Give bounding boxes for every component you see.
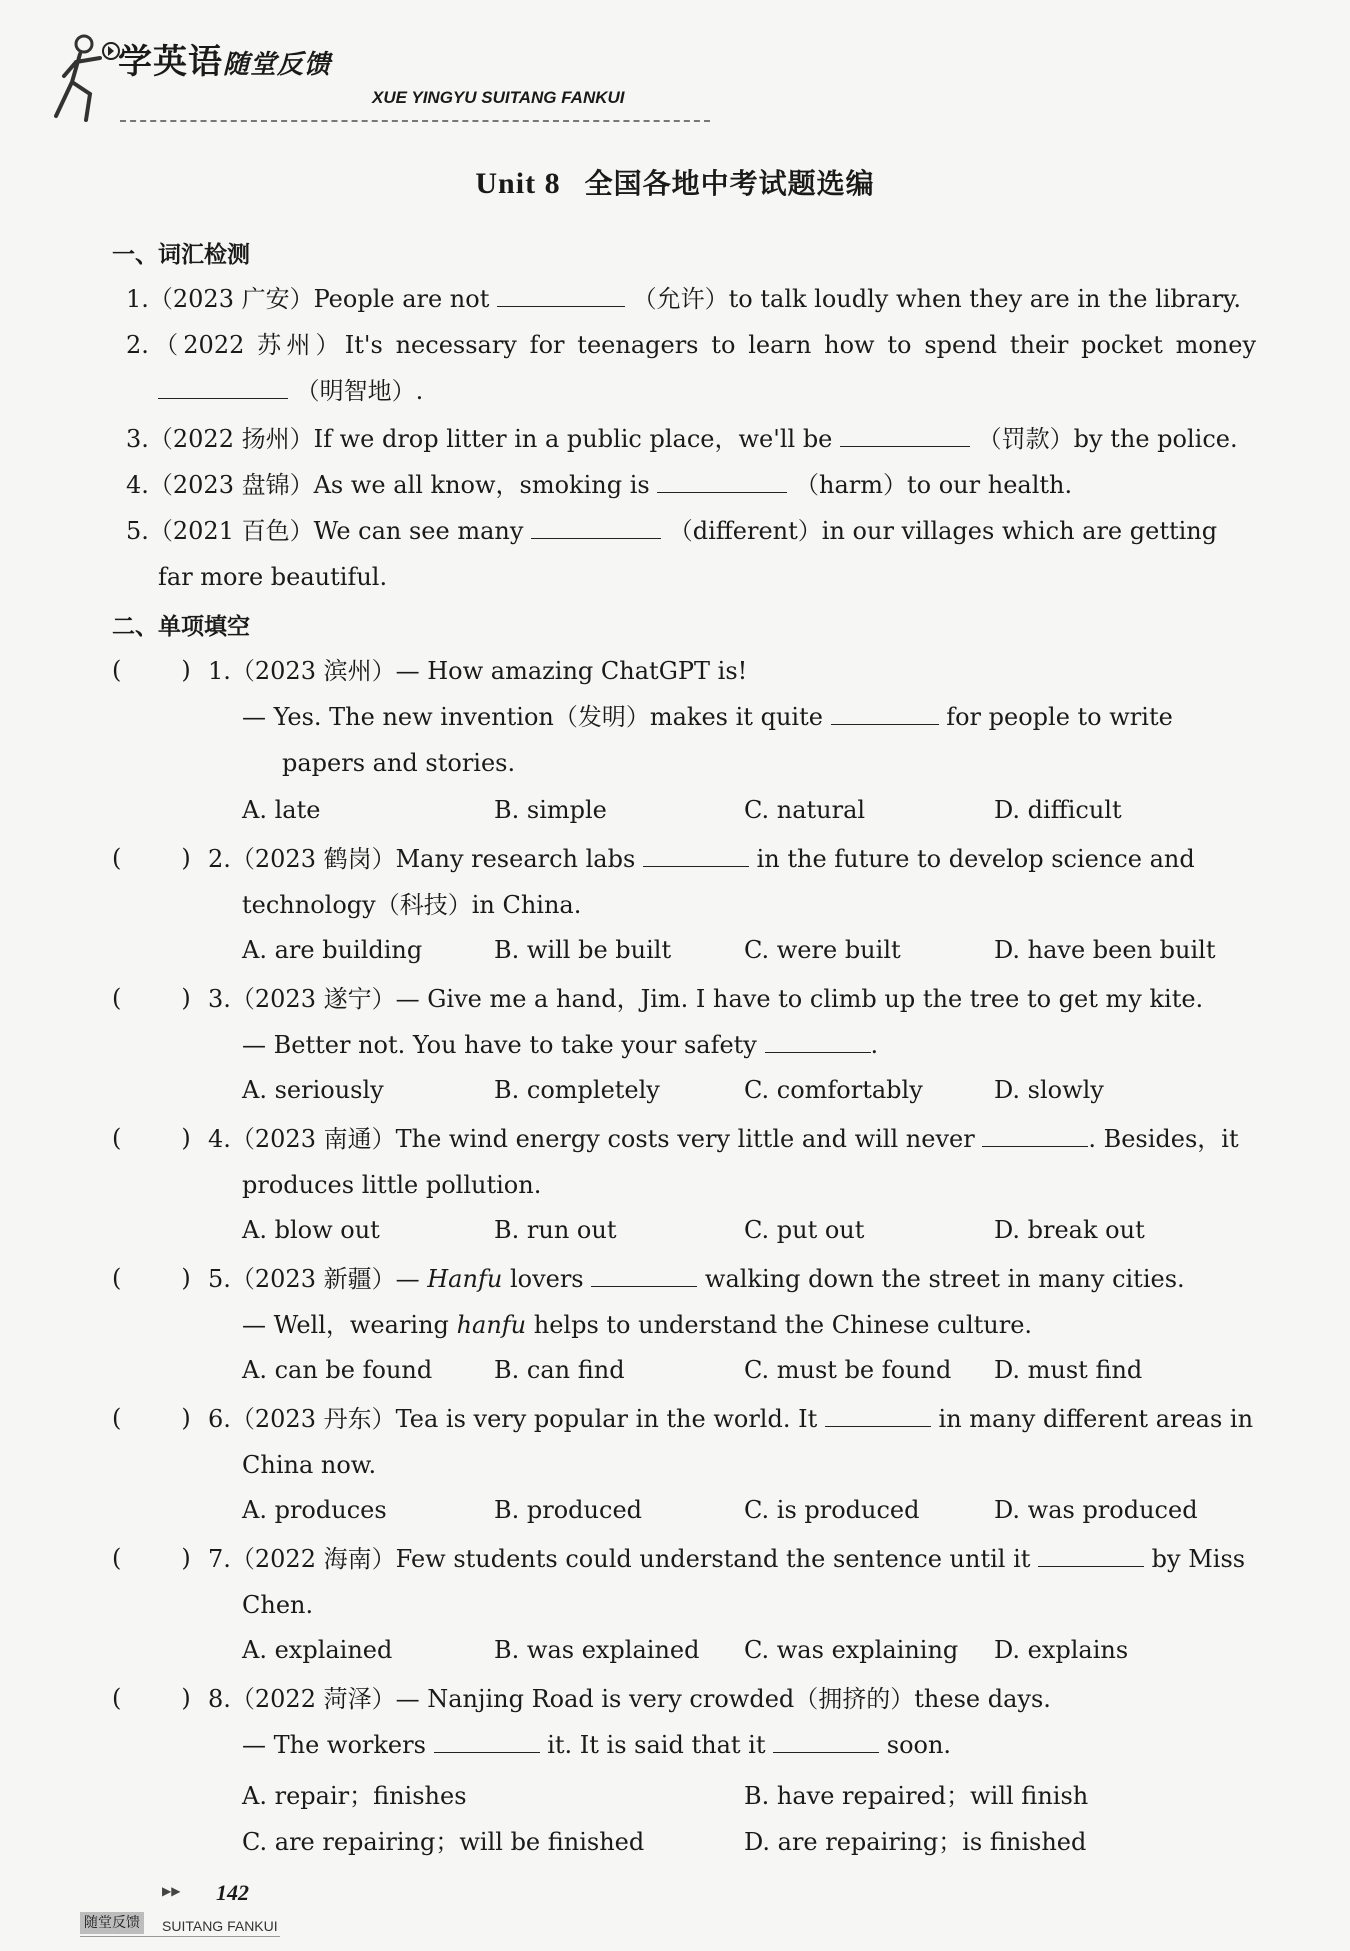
answer-blank[interactable] [657, 470, 787, 493]
option-a[interactable]: A. explained [242, 1636, 393, 1664]
header-title-en: XUE YINGYU SUITANG FANKUI [372, 88, 625, 107]
section-heading-multiple-choice: 二、单项填空 [112, 614, 250, 640]
option-a[interactable]: A. late [242, 796, 321, 824]
answer-paren[interactable]: ( ) [112, 1264, 191, 1292]
option-d[interactable]: D. explains [994, 1636, 1129, 1664]
option-d[interactable]: D. break out [994, 1216, 1145, 1244]
answer-blank[interactable] [434, 1730, 540, 1753]
unit-title: Unit 8 全国各地中考试题选编 [475, 167, 875, 200]
vocab-item-3: 3.（2022 扬州）If we drop litter in a public place，we'll be （罚款）by the police. [126, 425, 1238, 453]
answer-blank[interactable] [643, 844, 749, 867]
option-d[interactable]: D. slowly [994, 1076, 1104, 1104]
option-a[interactable]: A. are building [242, 936, 423, 964]
option-c[interactable]: C. is produced [744, 1496, 920, 1524]
vocab-item-4: 4.（2023 盘锦）As we all know，smoking is （harm）to our health. [126, 471, 1073, 499]
option-c[interactable]: C. are repairing；will be finished [242, 1828, 645, 1856]
answer-blank[interactable] [831, 702, 939, 725]
answer-paren[interactable]: ( ) [112, 844, 191, 872]
question-3-stem: 3.（2023 遂宁）— Give me a hand，Jim. I have to climb up the tree to get my kite. [208, 985, 1204, 1013]
question-2-cont: technology（科技）in China. [242, 891, 582, 919]
option-d[interactable]: D. difficult [994, 796, 1122, 824]
vocab-item-2-cont: （明智地）. [158, 376, 423, 406]
footer-divider [80, 1936, 280, 1937]
answer-paren[interactable]: ( ) [112, 1544, 191, 1572]
answer-blank[interactable] [1038, 1544, 1144, 1567]
answer-paren[interactable]: ( ) [112, 656, 191, 684]
option-d[interactable]: D. must find [994, 1356, 1143, 1384]
answer-paren[interactable]: ( ) [112, 984, 191, 1012]
answer-blank[interactable] [982, 1124, 1088, 1147]
option-d[interactable]: D. are repairing；is finished [744, 1828, 1087, 1856]
answer-blank[interactable] [158, 376, 288, 399]
vocab-item-5: 5.（2021 百色）We can see many （different）in our villages which are getting [126, 517, 1218, 545]
question-4-stem: 4.（2023 南通）The wind energy costs very little and will never . Besides，it [208, 1125, 1239, 1153]
question-6-stem: 6.（2023 丹东）Tea is very popular in the world. It in many different areas in [208, 1405, 1254, 1433]
question-7-cont: Chen. [242, 1591, 314, 1619]
answer-blank[interactable] [773, 1730, 879, 1753]
option-c[interactable]: C. comfortably [744, 1076, 923, 1104]
header-divider [120, 120, 710, 122]
option-a[interactable]: A. produces [242, 1496, 387, 1524]
option-b[interactable]: B. simple [494, 796, 607, 824]
answer-blank[interactable] [497, 284, 625, 307]
option-d[interactable]: D. was produced [994, 1496, 1198, 1524]
question-7-stem: 7.（2022 海南）Few students could understand the sentence until it by Miss [208, 1545, 1246, 1573]
question-1-stem: 1.（2023 滨州）— How amazing ChatGPT is! [208, 657, 748, 685]
question-5-reply: — Well，wearing hanfu helps to understand the Chinese culture. [242, 1311, 1033, 1339]
footer-tag-en: SUITANG FANKUI [162, 1918, 278, 1934]
option-b[interactable]: B. have repaired；will finish [744, 1782, 1089, 1810]
question-8-stem: 8.（2022 菏泽）— Nanjing Road is very crowded（拥挤的）these days. [208, 1685, 1051, 1713]
runner-figure-icon [50, 32, 120, 124]
question-1-cont: papers and stories. [282, 749, 516, 777]
option-b[interactable]: B. produced [494, 1496, 643, 1524]
option-c[interactable]: C. was explaining [744, 1636, 959, 1664]
book-header [50, 28, 690, 128]
footer-tag-cn: 随堂反馈 [80, 1912, 144, 1934]
option-a[interactable]: A. can be found [242, 1356, 433, 1384]
question-3-reply: — Better not. You have to take your safety . [242, 1031, 879, 1059]
option-b[interactable]: B. run out [494, 1216, 617, 1244]
option-b[interactable]: B. completely [494, 1076, 660, 1104]
vocab-item-5-cont: far more beautiful. [158, 563, 388, 591]
option-c[interactable]: C. natural [744, 796, 866, 824]
vocab-item-2: 2.（2022 苏州）It's necessary for teenagers to learn how to spend their pocket money [126, 331, 1256, 359]
answer-paren[interactable]: ( ) [112, 1684, 191, 1712]
question-8-reply: — The workers it. It is said that it soon. [242, 1731, 952, 1759]
option-a[interactable]: A. seriously [242, 1076, 384, 1104]
question-2-stem: 2.（2023 鹤岗）Many research labs in the future to develop science and [208, 845, 1195, 873]
option-b[interactable]: B. can find [494, 1356, 625, 1384]
page-number: 142 [216, 1880, 249, 1905]
option-d[interactable]: D. have been built [994, 936, 1216, 964]
option-b[interactable]: B. will be built [494, 936, 672, 964]
vocab-item-1: 1.（2023 广安）People are not （允许）to talk loudly when they are in the library. [126, 285, 1242, 313]
answer-blank[interactable] [765, 1030, 871, 1053]
option-b[interactable]: B. was explained [494, 1636, 700, 1664]
question-6-cont: China now. [242, 1451, 377, 1479]
answer-blank[interactable] [825, 1404, 931, 1427]
option-a[interactable]: A. repair；finishes [242, 1782, 467, 1810]
answer-paren[interactable]: ( ) [112, 1124, 191, 1152]
answer-blank[interactable] [840, 424, 970, 447]
option-a[interactable]: A. blow out [242, 1216, 380, 1244]
option-c[interactable]: C. put out [744, 1216, 865, 1244]
answer-blank[interactable] [591, 1264, 697, 1287]
option-c[interactable]: C. were built [744, 936, 901, 964]
answer-blank[interactable] [531, 516, 661, 539]
option-c[interactable]: C. must be found [744, 1356, 952, 1384]
question-5-stem: 5.（2023 新疆）— Hanfu lovers walking down the street in many cities. [208, 1265, 1185, 1293]
answer-paren[interactable]: ( ) [112, 1404, 191, 1432]
question-1-reply: — Yes. The new invention（发明）makes it quite for people to write [242, 703, 1173, 731]
header-title-cn: 学英语随堂反馈 [118, 42, 332, 82]
double-arrow-icon: ▶▶ [162, 1884, 181, 1898]
question-4-cont: produces little pollution. [242, 1171, 542, 1199]
section-heading-vocabulary: 一、词汇检测 [112, 242, 250, 268]
